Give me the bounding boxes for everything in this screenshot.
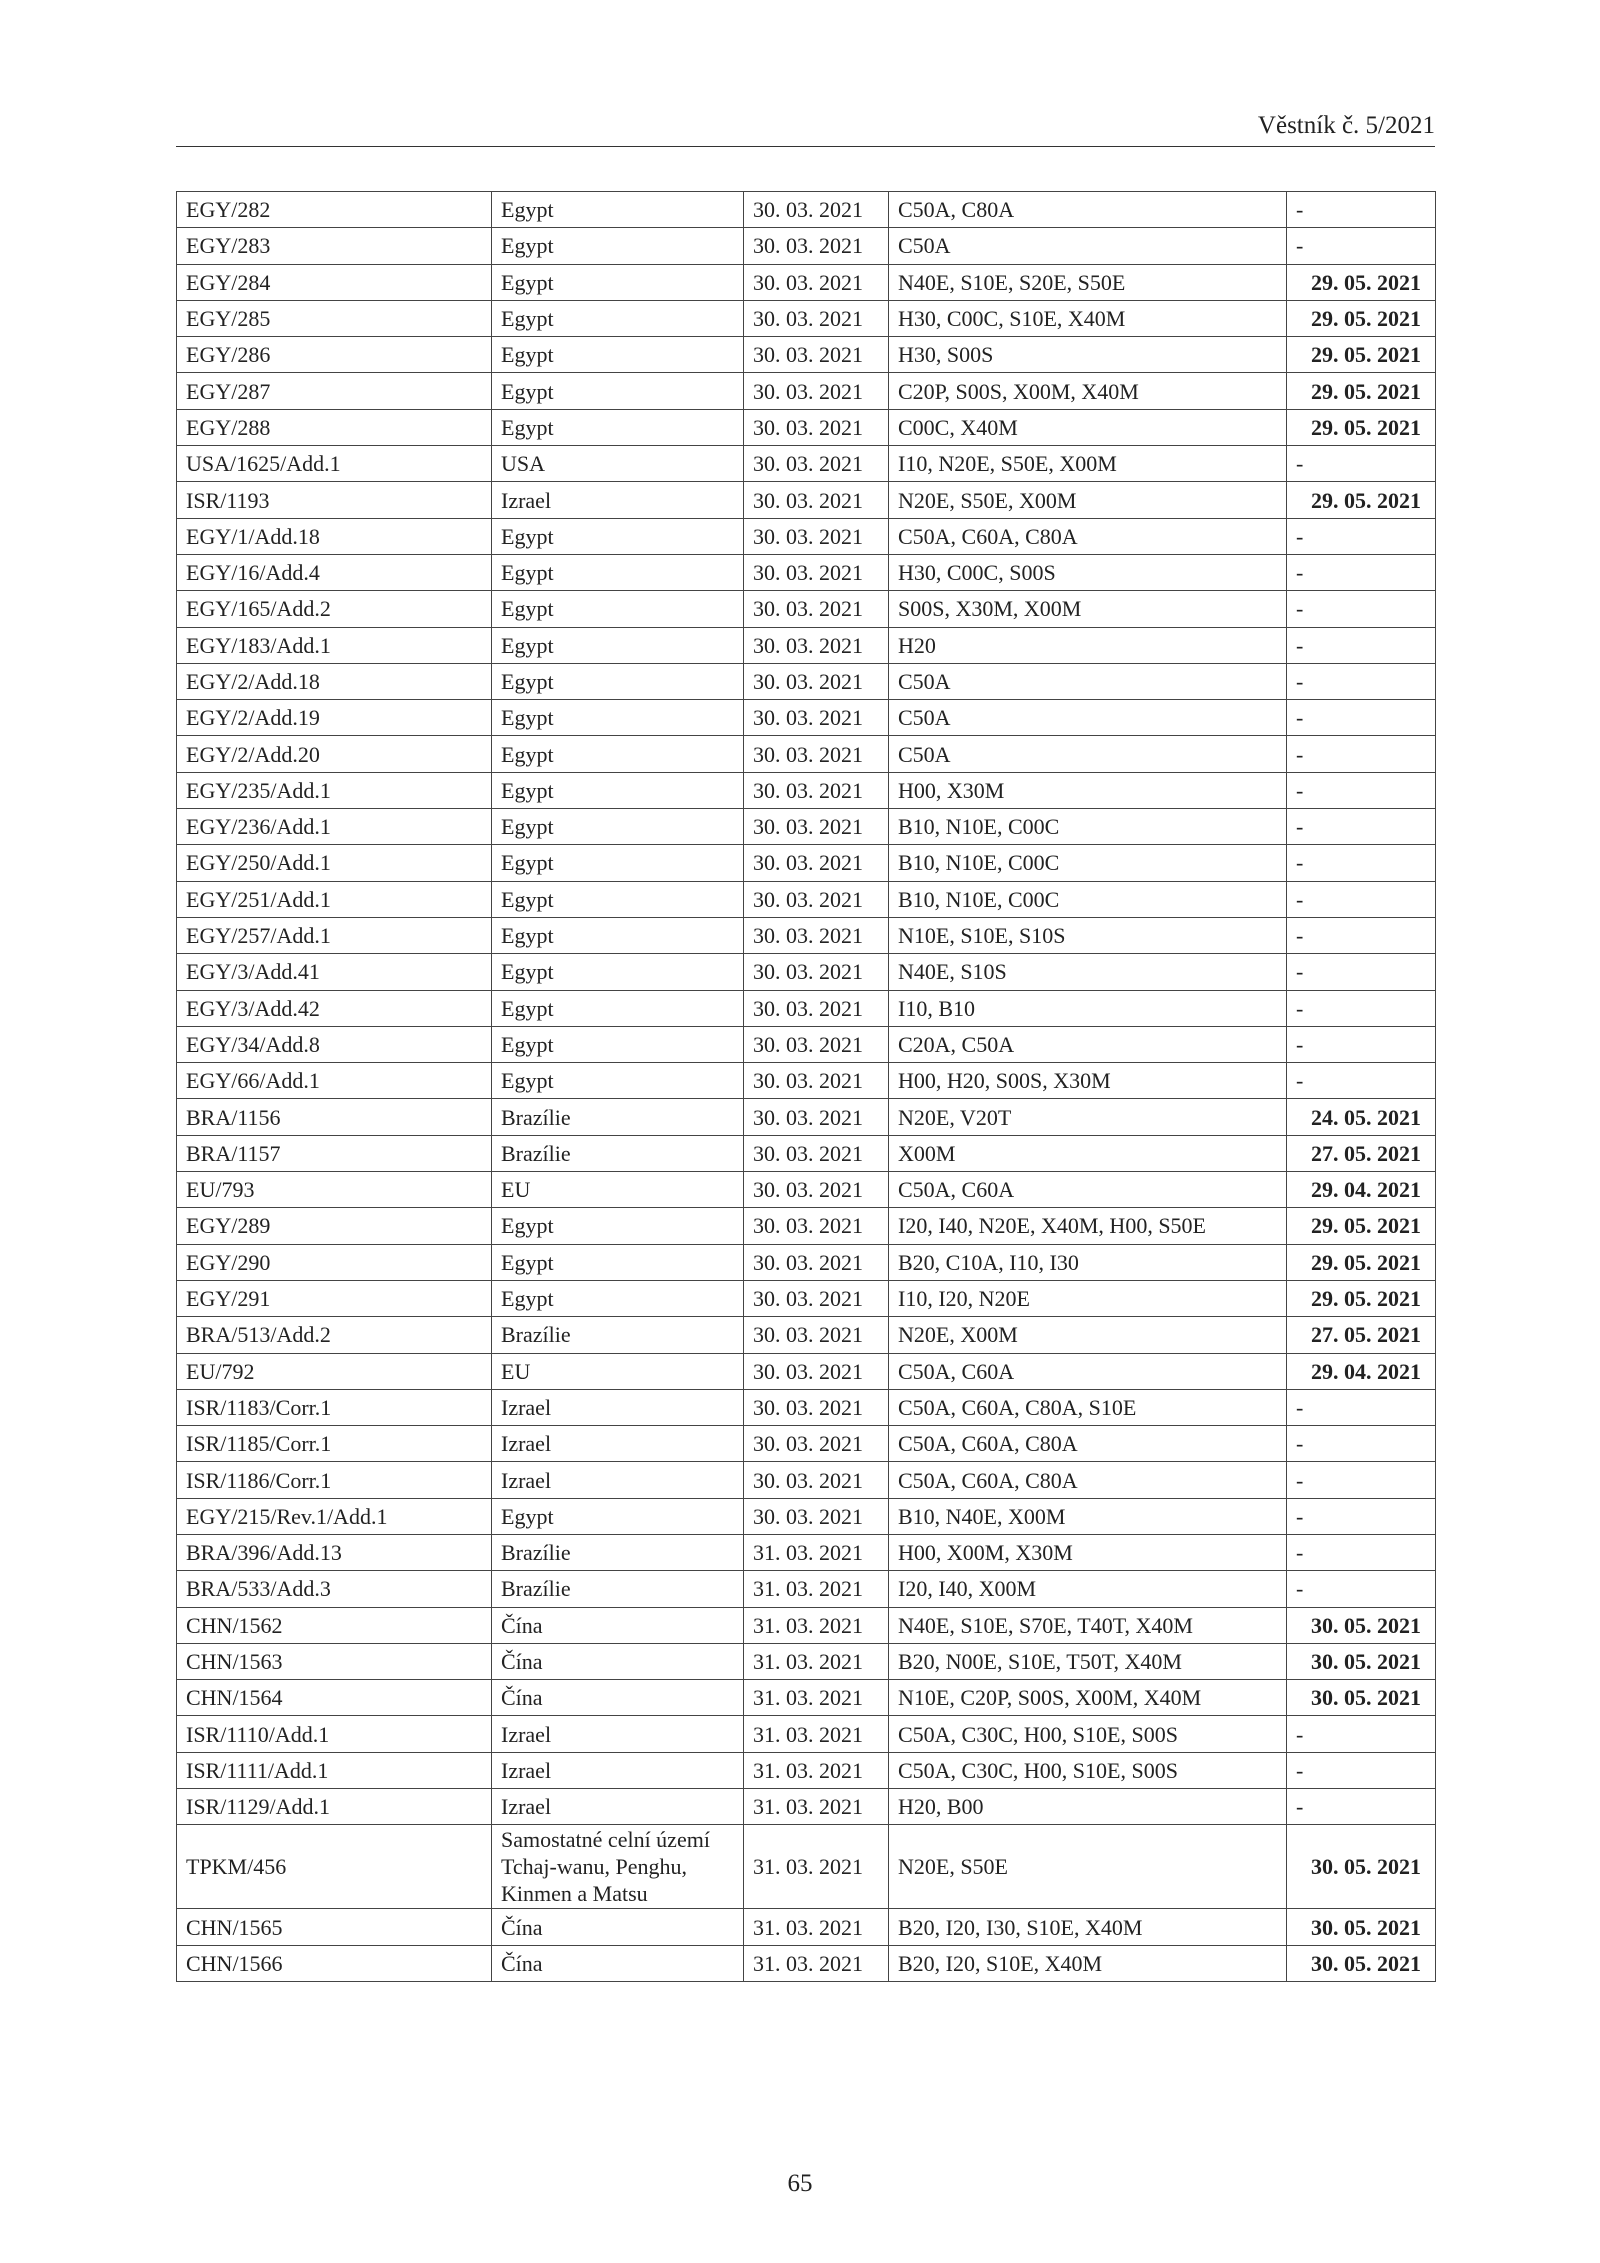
date-cell: 30. 03. 2021	[744, 736, 889, 772]
date-cell: 30. 03. 2021	[744, 1135, 889, 1171]
products-cell: H30, C00C, S10E, X40M	[889, 300, 1287, 336]
country-cell: Egypt	[492, 1280, 744, 1316]
country-cell: Egypt	[492, 917, 744, 953]
notification-code-cell: EGY/66/Add.1	[177, 1063, 492, 1099]
notification-code-cell: EGY/16/Add.4	[177, 554, 492, 590]
products-cell: H00, X00M, X30M	[889, 1534, 1287, 1570]
date-cell: 30. 03. 2021	[744, 192, 889, 228]
date-cell: 30. 03. 2021	[744, 264, 889, 300]
notification-code-cell: EGY/282	[177, 192, 492, 228]
deadline-cell: 24. 05. 2021	[1287, 1099, 1436, 1135]
deadline-cell: 29. 04. 2021	[1287, 1353, 1436, 1389]
country-cell: Izrael	[492, 1426, 744, 1462]
deadline-cell: -	[1287, 772, 1436, 808]
date-cell: 30. 03. 2021	[744, 518, 889, 554]
deadline-cell: -	[1287, 736, 1436, 772]
country-cell: Brazílie	[492, 1317, 744, 1353]
date-cell: 31. 03. 2021	[744, 1680, 889, 1716]
country-cell: Izrael	[492, 1789, 744, 1825]
date-cell: 30. 03. 2021	[744, 591, 889, 627]
notification-code-cell: ISR/1110/Add.1	[177, 1716, 492, 1752]
date-cell: 30. 03. 2021	[744, 1099, 889, 1135]
deadline-cell: -	[1287, 809, 1436, 845]
deadline-cell: -	[1287, 663, 1436, 699]
date-cell: 31. 03. 2021	[744, 1825, 889, 1909]
notification-code-cell: CHN/1563	[177, 1643, 492, 1679]
notification-code-cell: BRA/513/Add.2	[177, 1317, 492, 1353]
table-row	[177, 228, 1436, 264]
date-cell: 31. 03. 2021	[744, 1716, 889, 1752]
date-cell: 30. 03. 2021	[744, 1426, 889, 1462]
notification-code-cell: EGY/291	[177, 1280, 492, 1316]
notification-code-cell: USA/1625/Add.1	[177, 446, 492, 482]
products-cell: B20, I20, S10E, X40M	[889, 1945, 1287, 1981]
deadline-cell: 27. 05. 2021	[1287, 1135, 1436, 1171]
deadline-cell: -	[1287, 446, 1436, 482]
date-cell: 30. 03. 2021	[744, 228, 889, 264]
notification-code-cell: EU/792	[177, 1353, 492, 1389]
products-cell: C50A, C60A	[889, 1172, 1287, 1208]
products-cell: B10, N10E, C00C	[889, 881, 1287, 917]
country-cell: Brazílie	[492, 1099, 744, 1135]
notification-code-cell: EGY/285	[177, 300, 492, 336]
country-cell: Egypt	[492, 373, 744, 409]
products-cell: I10, N20E, S50E, X00M	[889, 446, 1287, 482]
deadline-cell: -	[1287, 1026, 1436, 1062]
notification-code-cell: EGY/1/Add.18	[177, 518, 492, 554]
date-cell: 30. 03. 2021	[744, 1353, 889, 1389]
table-row	[177, 700, 1436, 736]
deadline-cell: -	[1287, 192, 1436, 228]
country-cell: Egypt	[492, 1244, 744, 1280]
date-cell: 30. 03. 2021	[744, 337, 889, 373]
notification-code-cell: EGY/2/Add.20	[177, 736, 492, 772]
notification-code-cell: ISR/1193	[177, 482, 492, 518]
products-cell: N10E, S10E, S10S	[889, 917, 1287, 953]
table-body	[177, 192, 1436, 1982]
table-row	[177, 518, 1436, 554]
date-cell: 31. 03. 2021	[744, 1643, 889, 1679]
products-cell: N40E, S10E, S20E, S50E	[889, 264, 1287, 300]
notification-code-cell: EGY/235/Add.1	[177, 772, 492, 808]
deadline-cell: -	[1287, 228, 1436, 264]
products-cell: C50A, C60A	[889, 1353, 1287, 1389]
notification-code-cell: EU/793	[177, 1172, 492, 1208]
products-cell: N20E, X00M	[889, 1317, 1287, 1353]
notification-code-cell: ISR/1185/Corr.1	[177, 1426, 492, 1462]
country-cell: Egypt	[492, 518, 744, 554]
notification-code-cell: ISR/1129/Add.1	[177, 1789, 492, 1825]
table-row	[177, 264, 1436, 300]
table-row	[177, 1462, 1436, 1498]
date-cell: 30. 03. 2021	[744, 1063, 889, 1099]
products-cell: N10E, C20P, S00S, X00M, X40M	[889, 1680, 1287, 1716]
country-cell: EU	[492, 1172, 744, 1208]
table-row	[177, 1099, 1436, 1135]
deadline-cell: 29. 05. 2021	[1287, 482, 1436, 518]
table-row	[177, 1571, 1436, 1607]
country-cell: Egypt	[492, 228, 744, 264]
deadline-cell: -	[1287, 1063, 1436, 1099]
products-cell: H30, S00S	[889, 337, 1287, 373]
deadline-cell: -	[1287, 990, 1436, 1026]
notification-code-cell: ISR/1183/Corr.1	[177, 1389, 492, 1425]
date-cell: 30. 03. 2021	[744, 1244, 889, 1280]
date-cell: 31. 03. 2021	[744, 1571, 889, 1607]
products-cell: N20E, V20T	[889, 1099, 1287, 1135]
deadline-cell: -	[1287, 881, 1436, 917]
table-row	[177, 1716, 1436, 1752]
country-cell: Egypt	[492, 881, 744, 917]
date-cell: 30. 03. 2021	[744, 990, 889, 1026]
products-cell: I20, I40, N20E, X40M, H00, S50E	[889, 1208, 1287, 1244]
notification-code-cell: EGY/289	[177, 1208, 492, 1244]
country-cell: Egypt	[492, 1026, 744, 1062]
country-cell: Samostatné celní území Tchaj-wanu, Penghu, Kinmen a Matsu	[492, 1825, 744, 1909]
date-cell: 30. 03. 2021	[744, 627, 889, 663]
country-cell: Egypt	[492, 663, 744, 699]
date-cell: 30. 03. 2021	[744, 1462, 889, 1498]
notification-code-cell: EGY/288	[177, 409, 492, 445]
products-cell: C50A, C60A, C80A, S10E	[889, 1389, 1287, 1425]
products-cell: H30, C00C, S00S	[889, 554, 1287, 590]
date-cell: 31. 03. 2021	[744, 1945, 889, 1981]
products-cell: B20, N00E, S10E, T50T, X40M	[889, 1643, 1287, 1679]
deadline-cell: -	[1287, 1498, 1436, 1534]
date-cell: 31. 03. 2021	[744, 1752, 889, 1788]
date-cell: 30. 03. 2021	[744, 373, 889, 409]
products-cell: C50A	[889, 736, 1287, 772]
deadline-cell: 30. 05. 2021	[1287, 1643, 1436, 1679]
country-cell: Egypt	[492, 1498, 744, 1534]
table-row	[177, 554, 1436, 590]
table-row	[177, 482, 1436, 518]
products-cell: S00S, X30M, X00M	[889, 591, 1287, 627]
deadline-cell: 30. 05. 2021	[1287, 1607, 1436, 1643]
products-cell: C20A, C50A	[889, 1026, 1287, 1062]
notification-code-cell: CHN/1565	[177, 1909, 492, 1945]
deadline-cell: -	[1287, 917, 1436, 953]
notification-code-cell: EGY/250/Add.1	[177, 845, 492, 881]
country-cell: Egypt	[492, 736, 744, 772]
deadline-cell: 29. 05. 2021	[1287, 300, 1436, 336]
notification-code-cell: EGY/34/Add.8	[177, 1026, 492, 1062]
country-cell: Egypt	[492, 337, 744, 373]
date-cell: 30. 03. 2021	[744, 1317, 889, 1353]
products-cell: C50A	[889, 228, 1287, 264]
country-cell: Egypt	[492, 700, 744, 736]
table-row	[177, 1063, 1436, 1099]
notification-code-cell: EGY/165/Add.2	[177, 591, 492, 627]
country-cell: Egypt	[492, 627, 744, 663]
country-cell: Čína	[492, 1607, 744, 1643]
products-cell: C50A, C60A, C80A	[889, 1462, 1287, 1498]
notification-code-cell: EGY/290	[177, 1244, 492, 1280]
deadline-cell: -	[1287, 1534, 1436, 1570]
date-cell: 30. 03. 2021	[744, 482, 889, 518]
date-cell: 30. 03. 2021	[744, 554, 889, 590]
products-cell: C50A	[889, 700, 1287, 736]
table-row	[177, 1945, 1436, 1981]
products-cell: C20P, S00S, X00M, X40M	[889, 373, 1287, 409]
table-row	[177, 1389, 1436, 1425]
notification-code-cell: EGY/2/Add.19	[177, 700, 492, 736]
table-row	[177, 1643, 1436, 1679]
notification-code-cell: EGY/215/Rev.1/Add.1	[177, 1498, 492, 1534]
date-cell: 30. 03. 2021	[744, 663, 889, 699]
country-cell: Egypt	[492, 845, 744, 881]
products-cell: B10, N10E, C00C	[889, 845, 1287, 881]
page-number: 65	[787, 2170, 813, 2197]
table-row	[177, 1026, 1436, 1062]
date-cell: 30. 03. 2021	[744, 1208, 889, 1244]
deadline-cell: -	[1287, 627, 1436, 663]
date-cell: 30. 03. 2021	[744, 1280, 889, 1316]
deadline-cell: 30. 05. 2021	[1287, 1825, 1436, 1909]
products-cell: I10, I20, N20E	[889, 1280, 1287, 1316]
country-cell: Egypt	[492, 954, 744, 990]
country-cell: Izrael	[492, 1752, 744, 1788]
country-cell: Čína	[492, 1643, 744, 1679]
deadline-cell: 29. 05. 2021	[1287, 264, 1436, 300]
table-row	[177, 1789, 1436, 1825]
products-cell: N20E, S50E	[889, 1825, 1287, 1909]
products-cell: B10, N40E, X00M	[889, 1498, 1287, 1534]
country-cell: Egypt	[492, 192, 744, 228]
country-cell: Izrael	[492, 1716, 744, 1752]
table-row	[177, 1280, 1436, 1316]
country-cell: Izrael	[492, 1462, 744, 1498]
notification-code-cell: EGY/284	[177, 264, 492, 300]
date-cell: 31. 03. 2021	[744, 1789, 889, 1825]
table-row	[177, 917, 1436, 953]
products-cell: H20	[889, 627, 1287, 663]
country-cell: Izrael	[492, 1389, 744, 1425]
notification-code-cell: EGY/251/Add.1	[177, 881, 492, 917]
products-cell: C50A, C30C, H00, S10E, S00S	[889, 1716, 1287, 1752]
deadline-cell: 29. 05. 2021	[1287, 409, 1436, 445]
date-cell: 30. 03. 2021	[744, 1026, 889, 1062]
table-row	[177, 1208, 1436, 1244]
notification-code-cell: CHN/1562	[177, 1607, 492, 1643]
deadline-cell: 29. 04. 2021	[1287, 1172, 1436, 1208]
table-row	[177, 881, 1436, 917]
country-cell: Čína	[492, 1945, 744, 1981]
notification-code-cell: EGY/286	[177, 337, 492, 373]
deadline-cell: -	[1287, 1752, 1436, 1788]
notification-code-cell: EGY/283	[177, 228, 492, 264]
date-cell: 31. 03. 2021	[744, 1534, 889, 1570]
notification-code-cell: EGY/257/Add.1	[177, 917, 492, 953]
table-row	[177, 627, 1436, 663]
table-row	[177, 337, 1436, 373]
products-cell: C50A, C80A	[889, 192, 1287, 228]
deadline-cell: -	[1287, 518, 1436, 554]
notification-code-cell: BRA/396/Add.13	[177, 1534, 492, 1570]
table-row	[177, 373, 1436, 409]
table-row	[177, 954, 1436, 990]
products-cell: B20, I20, I30, S10E, X40M	[889, 1909, 1287, 1945]
date-cell: 30. 03. 2021	[744, 881, 889, 917]
products-cell: C50A	[889, 663, 1287, 699]
table-row	[177, 845, 1436, 881]
deadline-cell: -	[1287, 845, 1436, 881]
country-cell: Brazílie	[492, 1534, 744, 1570]
date-cell: 30. 03. 2021	[744, 446, 889, 482]
notification-code-cell: ISR/1111/Add.1	[177, 1752, 492, 1788]
deadline-cell: 29. 05. 2021	[1287, 337, 1436, 373]
products-cell: H20, B00	[889, 1789, 1287, 1825]
notifications-table	[176, 191, 1436, 1982]
deadline-cell: -	[1287, 1571, 1436, 1607]
products-cell: C50A, C60A, C80A	[889, 518, 1287, 554]
notification-code-cell: ISR/1186/Corr.1	[177, 1462, 492, 1498]
products-cell: H00, X30M	[889, 772, 1287, 808]
deadline-cell: 29. 05. 2021	[1287, 1280, 1436, 1316]
table-row	[177, 1135, 1436, 1171]
country-cell: Egypt	[492, 772, 744, 808]
products-cell: I10, B10	[889, 990, 1287, 1026]
table-row	[177, 1680, 1436, 1716]
table-row	[177, 1909, 1436, 1945]
products-cell: C00C, X40M	[889, 409, 1287, 445]
date-cell: 30. 03. 2021	[744, 772, 889, 808]
country-cell: EU	[492, 1353, 744, 1389]
notification-code-cell: BRA/533/Add.3	[177, 1571, 492, 1607]
deadline-cell: 29. 05. 2021	[1287, 1208, 1436, 1244]
notification-code-cell: EGY/2/Add.18	[177, 663, 492, 699]
deadline-cell: 30. 05. 2021	[1287, 1909, 1436, 1945]
deadline-cell: -	[1287, 554, 1436, 590]
country-cell: Izrael	[492, 482, 744, 518]
table-row	[177, 192, 1436, 228]
table-row	[177, 300, 1436, 336]
notification-code-cell: BRA/1157	[177, 1135, 492, 1171]
date-cell: 30. 03. 2021	[744, 409, 889, 445]
header-rule	[176, 146, 1435, 147]
table-row	[177, 736, 1436, 772]
country-cell: Čína	[492, 1680, 744, 1716]
deadline-cell: -	[1287, 1716, 1436, 1752]
notification-code-cell: CHN/1564	[177, 1680, 492, 1716]
table-row	[177, 1752, 1436, 1788]
country-cell: Čína	[492, 1909, 744, 1945]
products-cell: N20E, S50E, X00M	[889, 482, 1287, 518]
date-cell: 30. 03. 2021	[744, 300, 889, 336]
country-cell: Egypt	[492, 409, 744, 445]
table-row	[177, 1825, 1436, 1909]
table-row	[177, 772, 1436, 808]
notification-code-cell: TPKM/456	[177, 1825, 492, 1909]
date-cell: 30. 03. 2021	[744, 845, 889, 881]
products-cell: N40E, S10S	[889, 954, 1287, 990]
deadline-cell: 29. 05. 2021	[1287, 1244, 1436, 1280]
products-cell: B10, N10E, C00C	[889, 809, 1287, 845]
date-cell: 30. 03. 2021	[744, 954, 889, 990]
country-cell: Egypt	[492, 591, 744, 627]
products-cell: I20, I40, X00M	[889, 1571, 1287, 1607]
table-row	[177, 1498, 1436, 1534]
deadline-cell: 30. 05. 2021	[1287, 1945, 1436, 1981]
products-cell: C50A, C60A, C80A	[889, 1426, 1287, 1462]
deadline-cell: 30. 05. 2021	[1287, 1680, 1436, 1716]
country-cell: Brazílie	[492, 1135, 744, 1171]
deadline-cell: -	[1287, 1426, 1436, 1462]
country-cell: Egypt	[492, 990, 744, 1026]
table-row	[177, 409, 1436, 445]
date-cell: 31. 03. 2021	[744, 1607, 889, 1643]
country-cell: Egypt	[492, 300, 744, 336]
products-cell: C50A, C30C, H00, S10E, S00S	[889, 1752, 1287, 1788]
notification-code-cell: EGY/3/Add.42	[177, 990, 492, 1026]
table-row	[177, 809, 1436, 845]
notification-code-cell: CHN/1566	[177, 1945, 492, 1981]
products-cell: B20, C10A, I10, I30	[889, 1244, 1287, 1280]
date-cell: 30. 03. 2021	[744, 1389, 889, 1425]
table-row	[177, 1426, 1436, 1462]
table-row	[177, 1607, 1436, 1643]
deadline-cell: -	[1287, 954, 1436, 990]
notification-code-cell: EGY/236/Add.1	[177, 809, 492, 845]
country-cell: Egypt	[492, 554, 744, 590]
deadline-cell: -	[1287, 1389, 1436, 1425]
table-row	[177, 591, 1436, 627]
table-row	[177, 1244, 1436, 1280]
table-row	[177, 1534, 1436, 1570]
products-cell: X00M	[889, 1135, 1287, 1171]
date-cell: 30. 03. 2021	[744, 700, 889, 736]
page-header-title: Věstník č. 5/2021	[1257, 112, 1435, 139]
products-cell: N40E, S10E, S70E, T40T, X40M	[889, 1607, 1287, 1643]
notification-code-cell: EGY/183/Add.1	[177, 627, 492, 663]
country-cell: Egypt	[492, 264, 744, 300]
deadline-cell: 27. 05. 2021	[1287, 1317, 1436, 1353]
date-cell: 30. 03. 2021	[744, 1498, 889, 1534]
deadline-cell: 29. 05. 2021	[1287, 373, 1436, 409]
date-cell: 30. 03. 2021	[744, 809, 889, 845]
table-row	[177, 1172, 1436, 1208]
deadline-cell: -	[1287, 591, 1436, 627]
country-cell: USA	[492, 446, 744, 482]
deadline-cell: -	[1287, 1462, 1436, 1498]
products-cell: H00, H20, S00S, X30M	[889, 1063, 1287, 1099]
notification-code-cell: BRA/1156	[177, 1099, 492, 1135]
table-row	[177, 446, 1436, 482]
deadline-cell: -	[1287, 700, 1436, 736]
date-cell: 31. 03. 2021	[744, 1909, 889, 1945]
date-cell: 30. 03. 2021	[744, 917, 889, 953]
date-cell: 30. 03. 2021	[744, 1172, 889, 1208]
notification-code-cell: EGY/3/Add.41	[177, 954, 492, 990]
country-cell: Egypt	[492, 809, 744, 845]
table-row	[177, 990, 1436, 1026]
country-cell: Egypt	[492, 1063, 744, 1099]
table-row	[177, 1353, 1436, 1389]
notification-code-cell: EGY/287	[177, 373, 492, 409]
table-row	[177, 663, 1436, 699]
country-cell: Brazílie	[492, 1571, 744, 1607]
deadline-cell: -	[1287, 1789, 1436, 1825]
country-cell: Egypt	[492, 1208, 744, 1244]
table-row	[177, 1317, 1436, 1353]
